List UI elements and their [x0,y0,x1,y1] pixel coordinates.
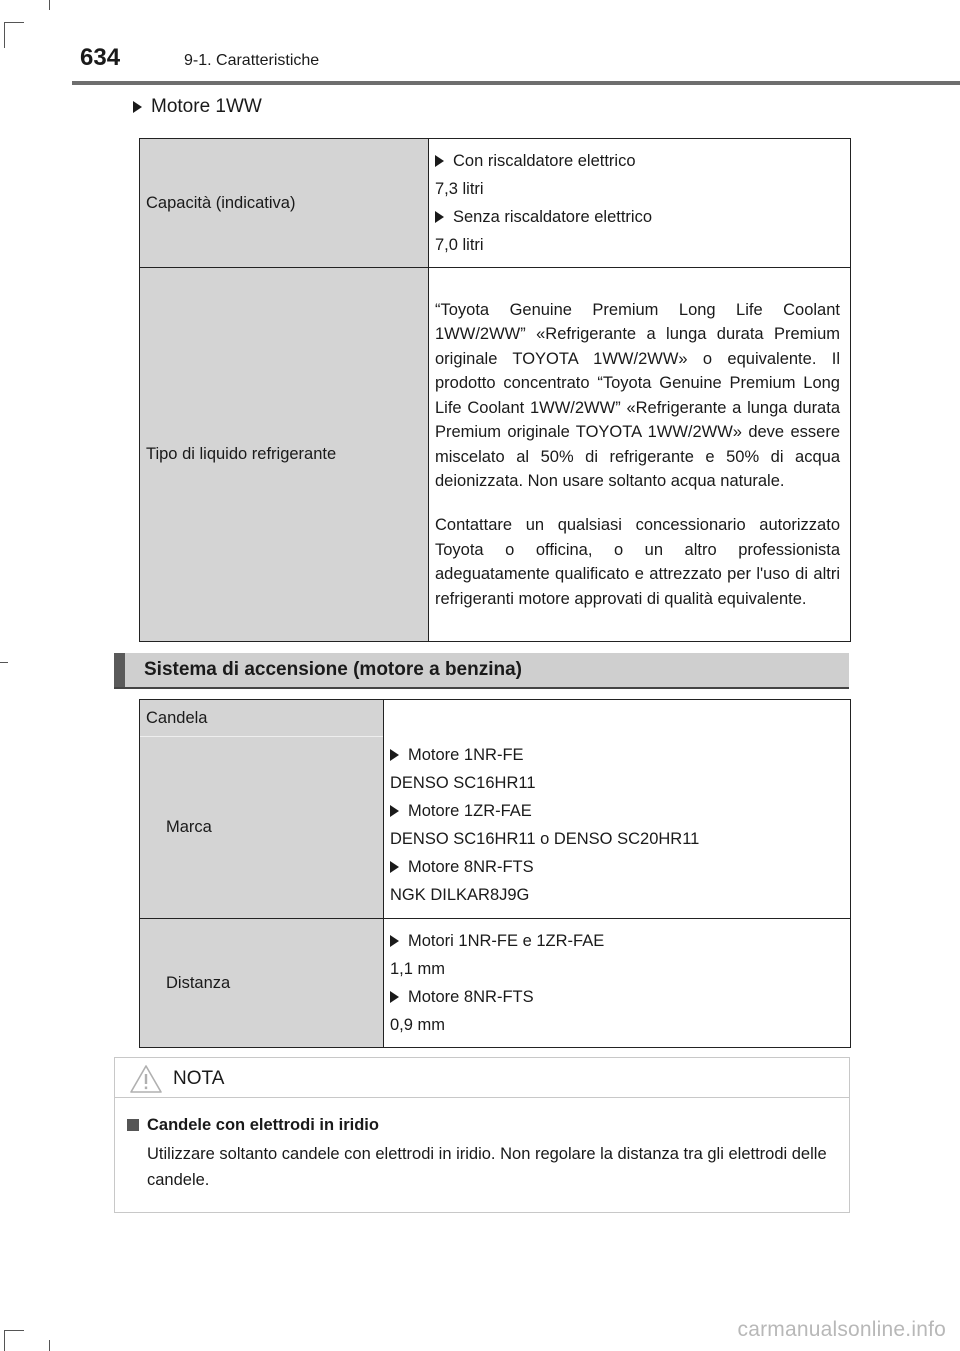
gap-value [384,919,851,1048]
coolant-type-row [140,268,851,642]
header-rule [72,81,960,85]
nota-subheading: Candele con elettrodi in iridio [147,1116,379,1134]
section-marker [114,653,125,687]
gap-variant-value: 0,9 mm [390,1016,446,1034]
warning-icon [129,1064,163,1094]
nota-subheading-row [127,1116,837,1135]
arrow-right-icon [435,155,444,167]
arrow-right-icon [390,935,399,947]
capacity-value [429,139,851,268]
gap-variant-name: Motori 1NR-FE e 1ZR-FAE [390,927,840,955]
brand-variant-name: Motore 1NR-FE [390,741,840,769]
brand-variant-name: Motore 8NR-FTS [390,853,840,881]
arrow-right-icon [390,861,399,873]
coolant-table [139,138,851,642]
coolant-type-label: Tipo di liquido refrigerante [140,268,429,642]
engine-heading-text: Motore 1WW [151,96,262,117]
watermark: carmanualsonline.info [737,1318,946,1341]
brand-row [140,700,851,919]
nota-header [115,1058,849,1098]
coolant-type-paragraph: Contattare un qualsiasi concessionario autorizzato Toyota o officina, o un altro professionista adeguatamente qualificato e attrezzato per l'uso di altri refrigeranti motore approvati di qualità equivalente. [435,516,840,608]
nota-box [114,1057,850,1213]
brand-variant-value: NGK DILKAR8J9G [390,886,530,904]
coolant-type-paragraph: “Toyota Genuine Premium Long Life Coolant 1WW/2WW” «Refrigerante a lunga durata Premium originale TOYOTA 1WW/2WW» o equivalente. Il prodotto concentrato “Toyota Genuine Premium Long Life Coolant 1WW/2WW” «Refrigerante a lunga durata Premium originale TOYOTA 1WW/2WW» deve essere miscelato al 50% di refrigerante e 50% di acqua deionizzata. Non usare soltanto acqua naturale. [435,301,840,490]
brand-variant-value: DENSO SC16HR11 [390,774,536,792]
engine-heading [133,96,262,118]
page-header [0,0,960,90]
capacity-variant-value: 7,0 litri [435,236,484,254]
arrow-right-icon [435,211,444,223]
arrow-right-icon [133,101,142,113]
nota-title: NOTA [173,1068,225,1089]
gap-variant-name: Motore 8NR-FTS [390,983,840,1011]
ignition-table [139,699,851,1048]
section-title: Sistema di accensione (motore a benzina) [144,659,522,680]
crop-mark [4,1330,24,1331]
brand-value [384,700,851,919]
nota-body [115,1098,849,1193]
square-bullet-icon [127,1119,139,1131]
nota-text: Utilizzare soltanto candele con elettrodi in iridio. Non regolare la distanza tra gli elettrodi delle candele. [147,1145,827,1189]
brand-label: Marca [166,818,212,836]
gap-row [140,919,851,1048]
capacity-variant-name: Con riscaldatore elettrico [435,147,840,175]
capacity-label: Capacità (indicativa) [140,139,429,268]
page-number: 634 [80,44,121,71]
coolant-type-value [429,268,851,642]
capacity-variant-name: Senza riscaldatore elettrico [435,203,840,231]
capacity-row [140,139,851,268]
crop-mark [49,1340,50,1351]
section-heading-bar [114,653,849,689]
capacity-variant-value: 7,3 litri [435,180,484,198]
crop-mark [0,662,8,663]
brand-variant-value: DENSO SC16HR11 o DENSO SC20HR11 [390,830,700,848]
brand-label-cell [140,700,384,919]
crop-mark [4,1330,5,1351]
arrow-right-icon [390,805,399,817]
gap-label: Distanza [140,919,384,1048]
chapter-title: 9-1. Caratteristiche [184,52,320,69]
arrow-right-icon [390,749,399,761]
gap-variant-value: 1,1 mm [390,960,446,978]
brand-variant-name: Motore 1ZR-FAE [390,797,840,825]
group-label: Candela [140,700,383,737]
arrow-right-icon [390,991,399,1003]
